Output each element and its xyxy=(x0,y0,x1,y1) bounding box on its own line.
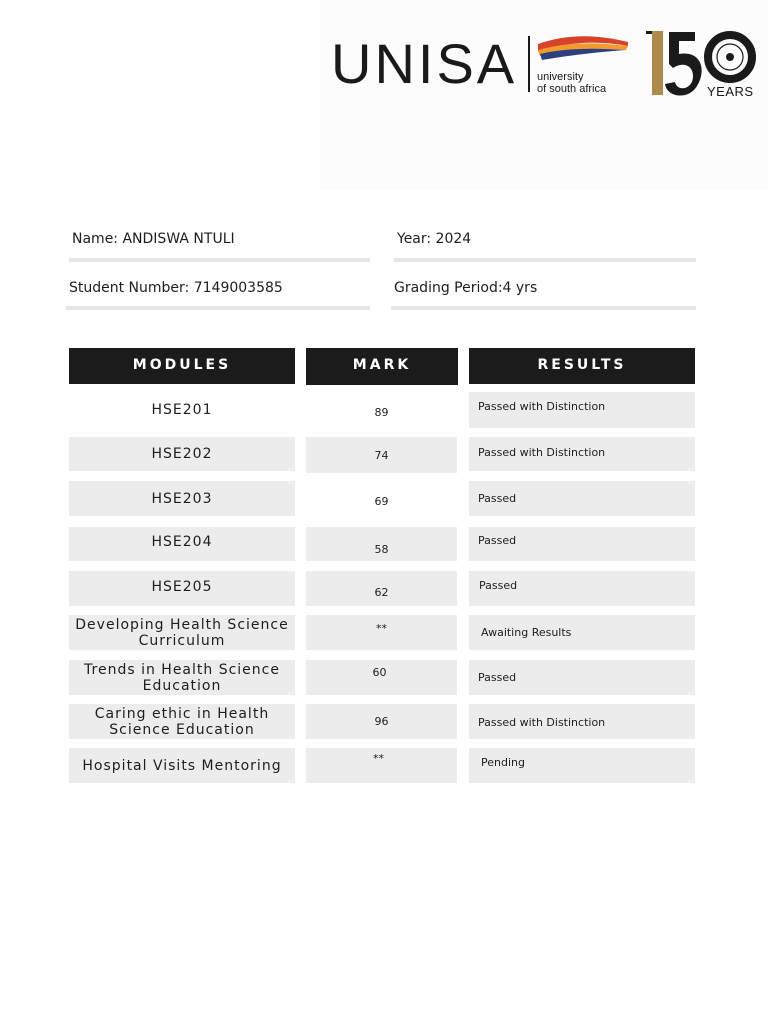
result-cell: Passed with Distinction xyxy=(469,392,695,428)
unisa-wordmark: UNISA xyxy=(331,32,518,95)
student-name: Name: ANDISWA NTULI xyxy=(69,231,370,262)
unisa-flag-icon xyxy=(536,34,630,64)
module-cell: HSE204 xyxy=(69,527,295,561)
university-subtitle: university of south africa xyxy=(537,71,607,95)
result-cell: Passed with Distinction xyxy=(469,704,695,739)
mark-cell: 74 xyxy=(306,437,457,473)
mark-cell: 58 xyxy=(306,527,457,561)
result-cell: Passed xyxy=(469,571,695,606)
anniversary-years-label: YEARS xyxy=(707,84,754,99)
module-cell: Hospital Visits Mentoring xyxy=(69,748,295,783)
module-cell: Caring ethic in Health Science Education xyxy=(69,704,295,739)
mark-cell: 62 xyxy=(306,571,457,606)
grading-period: Grading Period:4 yrs xyxy=(391,280,696,310)
module-cell: HSE203 xyxy=(69,481,295,516)
student-number: Student Number: 7149003585 xyxy=(66,280,370,310)
result-cell: Awaiting Results xyxy=(469,615,695,650)
module-cell: HSE205 xyxy=(69,571,295,606)
results-header: RESULTS xyxy=(469,348,695,384)
result-cell: Pending xyxy=(469,748,695,783)
academic-year: Year: 2024 xyxy=(394,231,696,262)
mark-header: MARK xyxy=(306,348,458,385)
mark-cell: 96 xyxy=(306,704,457,739)
mark-cell: ** xyxy=(306,748,457,783)
result-cell: Passed xyxy=(469,660,695,695)
modules-header: MODULES xyxy=(69,348,295,384)
module-cell: Trends in Health Science Education xyxy=(69,660,295,695)
module-cell: HSE201 xyxy=(151,401,213,418)
result-cell: Passed xyxy=(469,481,695,516)
module-cell: HSE202 xyxy=(69,437,295,471)
logo-divider xyxy=(528,36,530,92)
module-cell: Developing Health Science Curriculum xyxy=(69,615,295,650)
mark-cell: 89 xyxy=(374,406,389,419)
mark-cell: 60 xyxy=(306,660,457,695)
mark-cell: ** xyxy=(306,615,457,650)
mark-cell: 69 xyxy=(374,494,389,508)
result-cell: Passed with Distinction xyxy=(469,437,695,471)
result-cell: Passed xyxy=(469,527,695,561)
